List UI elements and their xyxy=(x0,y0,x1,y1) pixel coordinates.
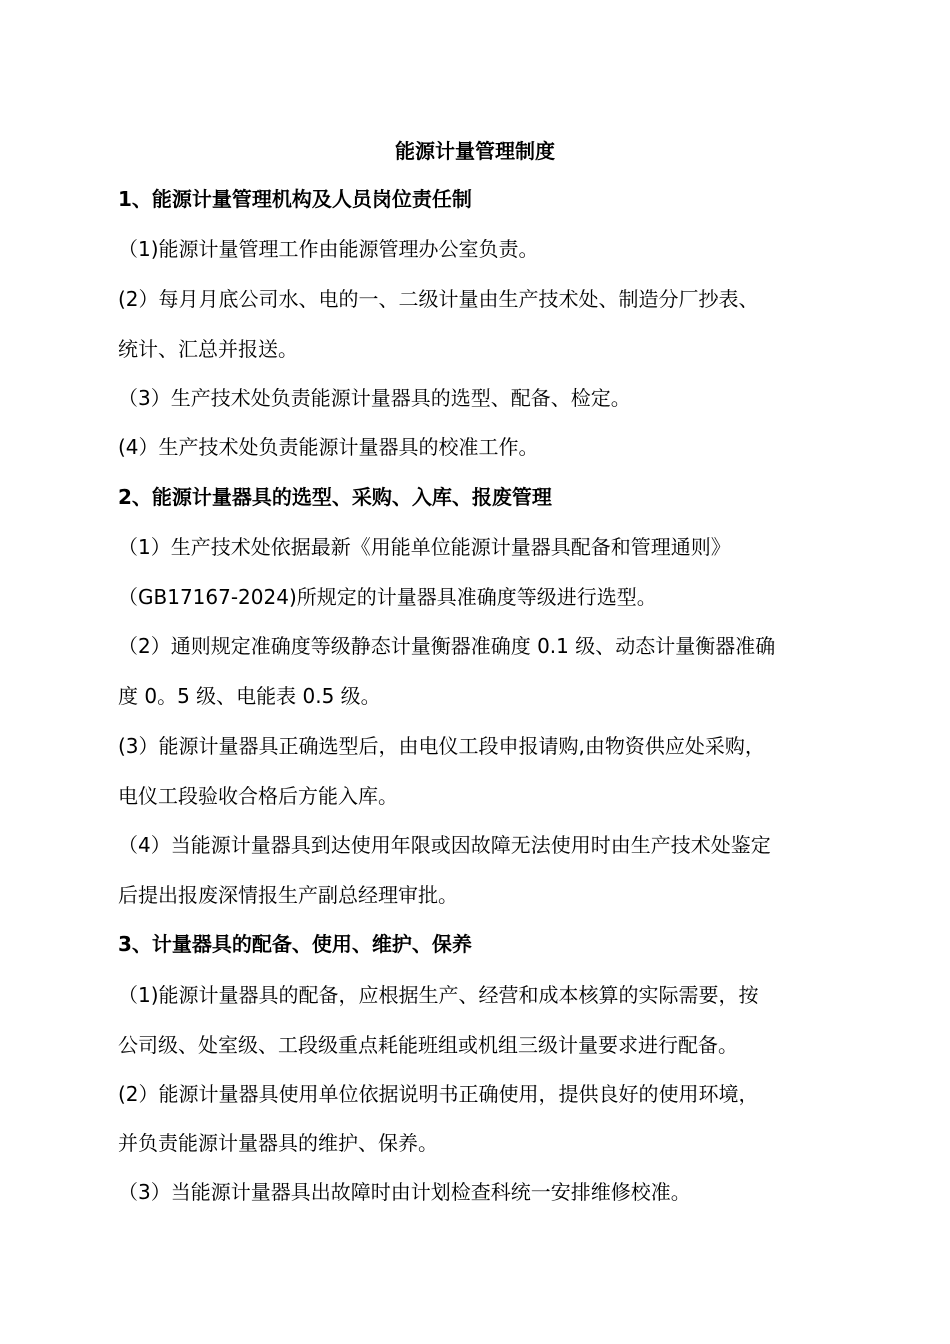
section-1-line-3: 统计、汇总并报送。 xyxy=(118,337,298,361)
section-1-line-5: (4）生产技术处负责能源计量器具的校准工作。 xyxy=(118,435,539,459)
section-2-line-2: （GB17167-2024)所规定的计量器具准确度等级进行选型。 xyxy=(118,585,657,609)
section-2-line-5: (3）能源计量器具正确选型后，由电仪工段申报请购,由物资供应处采购， xyxy=(118,734,765,758)
section-2-line-4: 度 0。5 级、电能表 0.5 级。 xyxy=(118,684,381,708)
section-3-line-4: 并负责能源计量器具的维护、保养。 xyxy=(118,1131,438,1155)
section-2-line-8: 后提出报废深情报生产副总经理审批。 xyxy=(118,883,458,907)
section-3-line-5: （3）当能源计量器具出故障时由计划检查科统一安排维修校准。 xyxy=(118,1180,691,1204)
section-3-line-1: （1)能源计量器具的配备，应根据生产、经营和成本核算的实际需要，按 xyxy=(118,983,759,1007)
section-1-line-2: (2）每月月底公司水、电的一、二级计量由生产技术处、制造分厂抄表、 xyxy=(118,287,759,311)
section-3-line-3: (2）能源计量器具使用单位依据说明书正确使用，提供良好的使用环境， xyxy=(118,1082,759,1106)
section-1-line-1: （1)能源计量管理工作由能源管理办公室负责。 xyxy=(118,237,539,261)
section-2-line-1: （1）生产技术处依据最新《用能单位能源计量器具配备和管理通则》 xyxy=(118,535,731,559)
section-1-line-4: （3）生产技术处负责能源计量器具的选型、配备、检定。 xyxy=(118,386,631,410)
section-2-line-7: （4）当能源计量器具到达使用年限或因故障无法使用时由生产技术处鉴定 xyxy=(118,833,771,857)
section-3-heading: 3、计量器具的配备、使用、维护、保养 xyxy=(118,932,472,956)
section-2-heading: 2、能源计量器具的选型、采购、入库、报废管理 xyxy=(118,485,552,509)
section-1-heading: 1、能源计量管理机构及人员岗位责任制 xyxy=(118,187,472,211)
section-3-line-2: 公司级、处室级、工段级重点耗能班组或机组三级计量要求进行配备。 xyxy=(118,1033,738,1057)
section-2-line-6: 电仪工段验收合格后方能入库。 xyxy=(118,784,398,808)
document-title: 能源计量管理制度 xyxy=(395,139,555,163)
section-2-line-3: （2）通则规定准确度等级静态计量衡器准确度 0.1 级、动态计量衡器准确 xyxy=(118,634,776,658)
